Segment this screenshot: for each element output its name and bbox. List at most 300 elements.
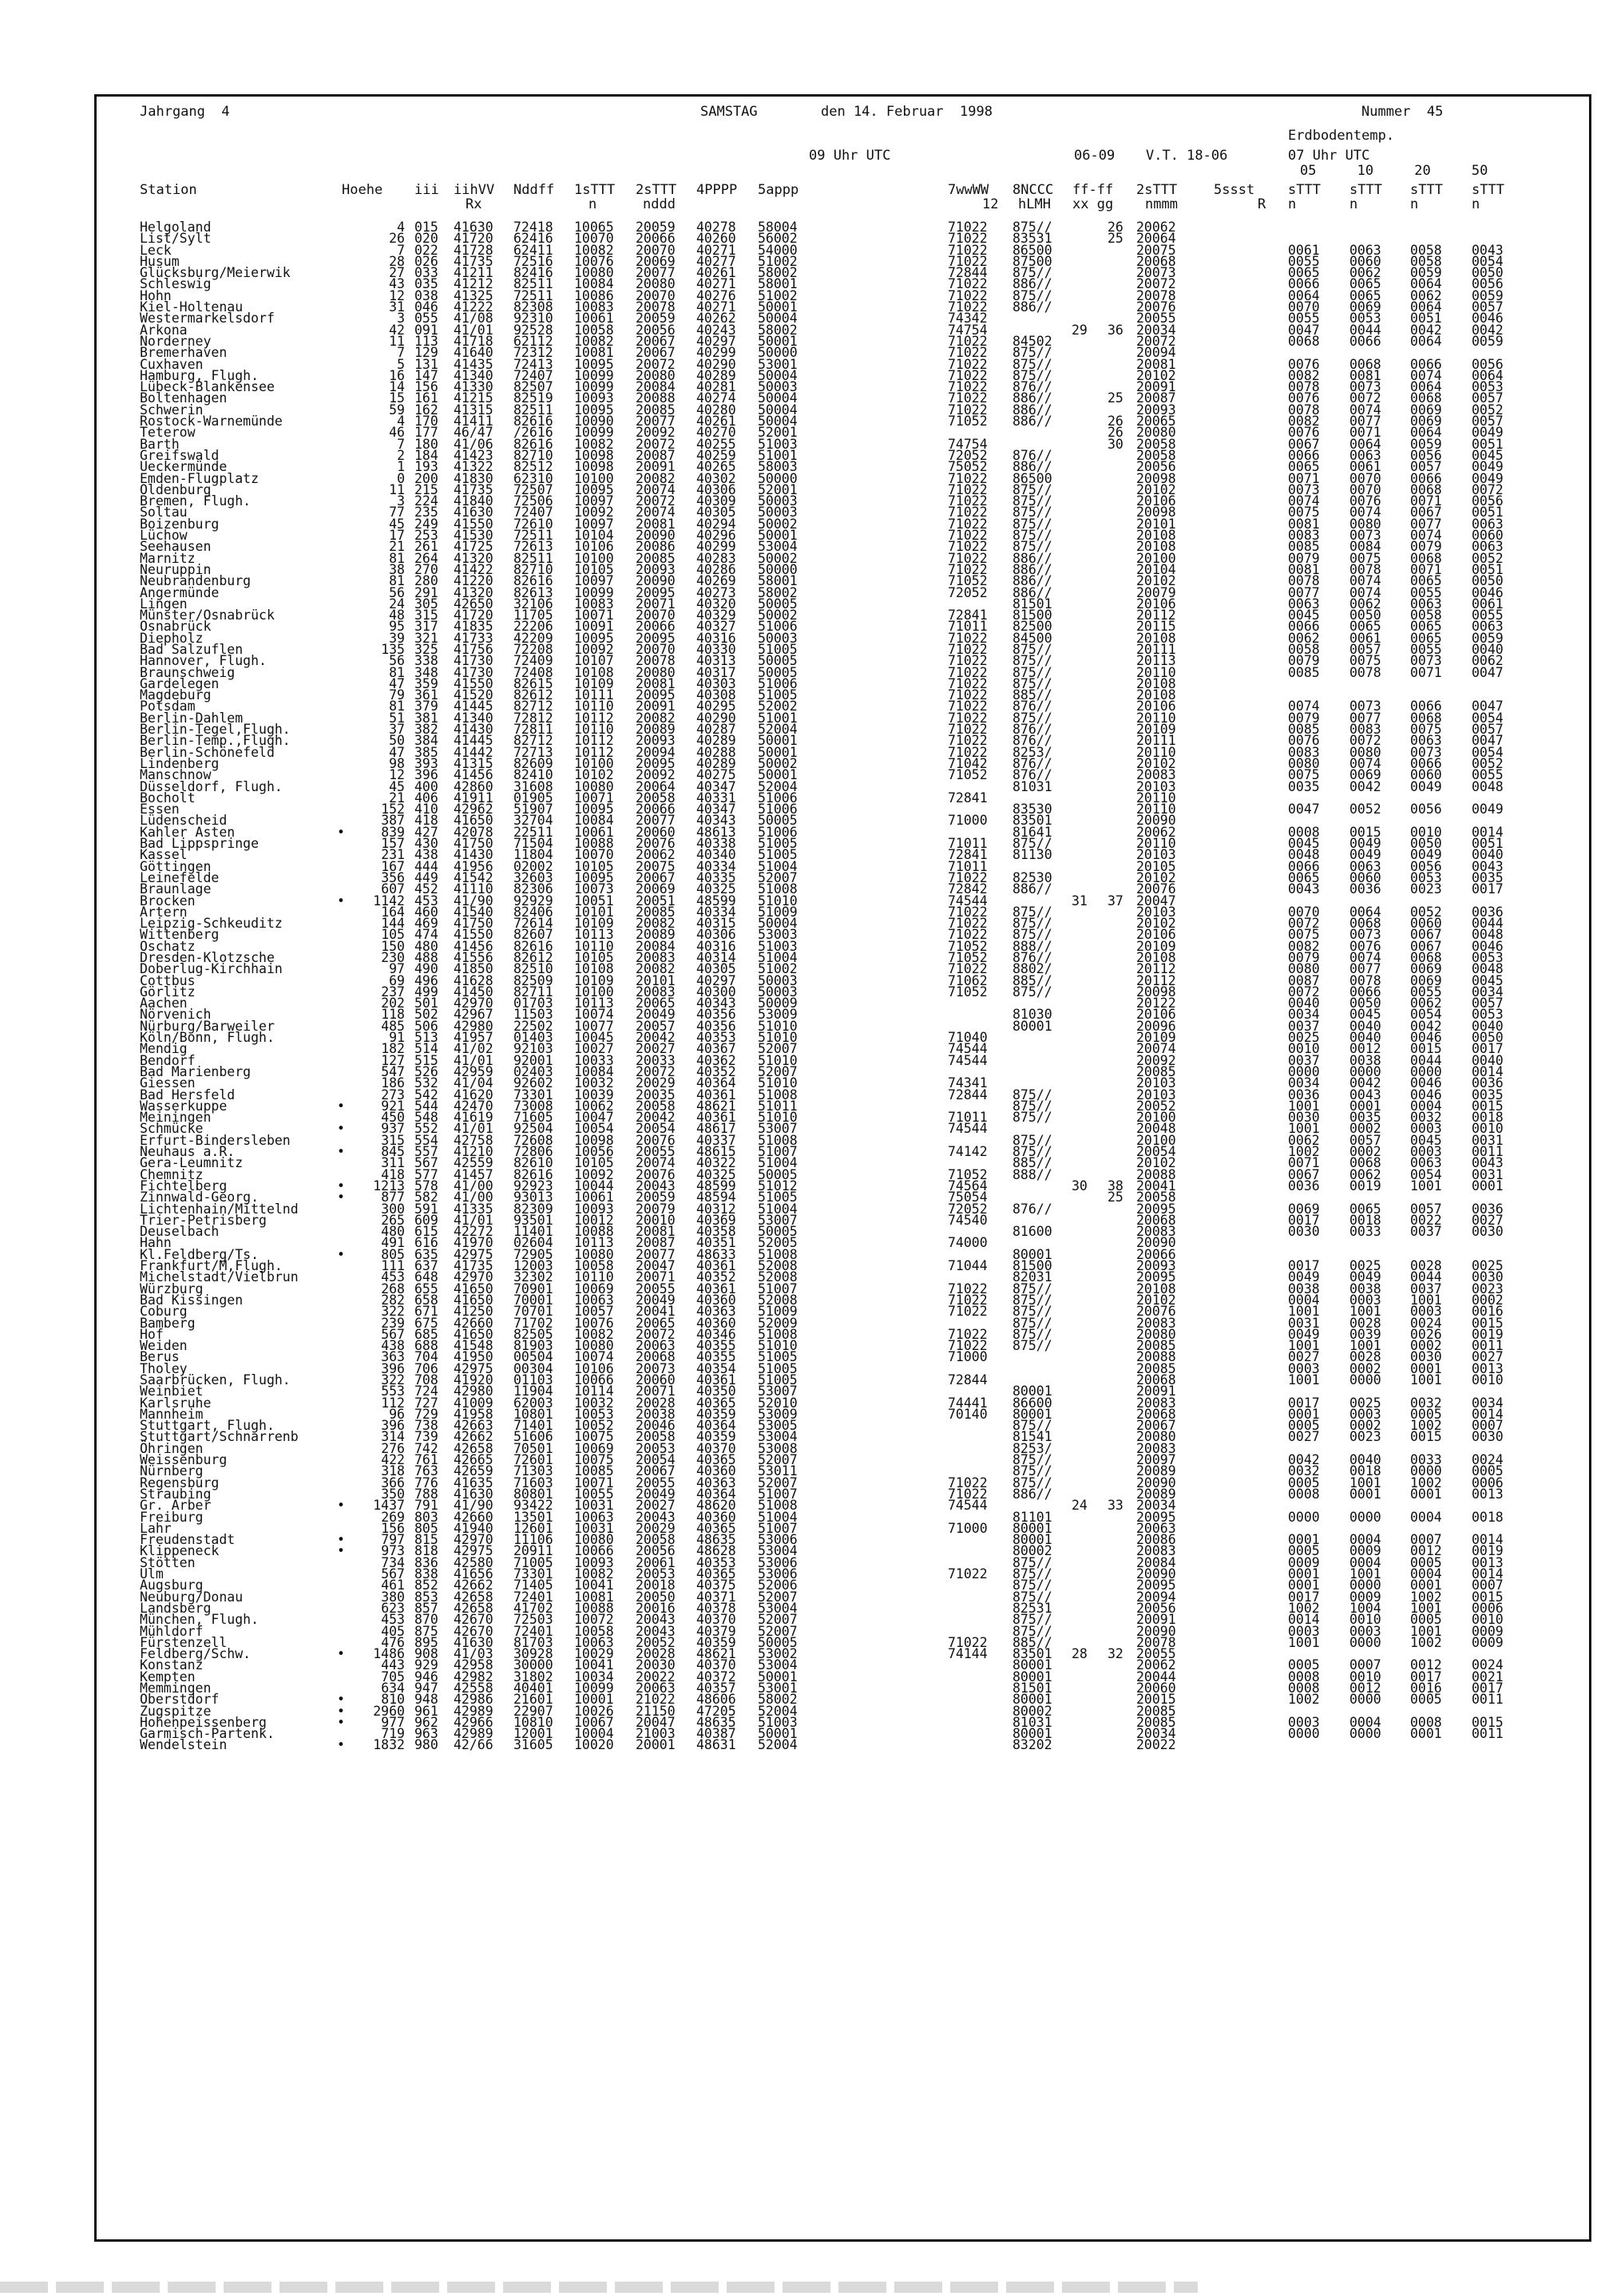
iii: 658 [414, 1292, 438, 1308]
iii: 542 [414, 1087, 438, 1102]
hoehe: 37 [389, 722, 405, 738]
iii: 948 [414, 1692, 438, 1708]
iihvv: 41550 [454, 675, 493, 691]
soil-05: 0079 [1288, 550, 1320, 566]
soil-50: 0017 [1472, 1680, 1504, 1696]
soil-50: 0060 [1472, 528, 1504, 544]
7wwww: 71022 [948, 481, 988, 497]
hoehe: 12 [389, 767, 405, 783]
iihvv: 42982 [454, 1669, 493, 1684]
5appp: 52007 [758, 1475, 798, 1490]
iii: 315 [414, 608, 438, 623]
2sttt: 20055 [636, 1475, 676, 1490]
iii: 836 [414, 1554, 438, 1570]
2sttt: 21003 [636, 1726, 676, 1742]
1sttt: 10075 [574, 1429, 614, 1445]
8nccc: 8802/ [1012, 961, 1052, 977]
2sttt-vt: 20102 [1136, 1155, 1176, 1171]
nddff: 72409 [513, 653, 553, 669]
soil-20: 0071 [1410, 664, 1442, 680]
2sttt-vt: 20111 [1136, 733, 1176, 749]
hoehe: 937 [381, 1121, 405, 1137]
iihvv: 41540 [454, 904, 493, 920]
soil-05: 1001 [1288, 1634, 1320, 1650]
soil-50: 0015 [1472, 1714, 1504, 1730]
hoehe: 547 [381, 1063, 405, 1079]
8nccc: 886// [1012, 584, 1052, 600]
iii: 496 [414, 972, 438, 988]
2sttt: 20083 [636, 950, 676, 965]
soil-50: 0010 [1472, 1372, 1504, 1387]
8nccc: 875// [1012, 1144, 1052, 1160]
iihvv: 41720 [454, 231, 493, 247]
nddff: 72905 [513, 1246, 553, 1262]
8nccc: 875// [1012, 1475, 1052, 1490]
2sttt-vt: 20088 [1136, 1349, 1176, 1365]
soil-10: 0068 [1349, 356, 1381, 372]
iii: 578 [414, 1178, 438, 1194]
iihvv: 41730 [454, 653, 493, 669]
iii: 393 [414, 755, 438, 771]
nddff: 62411 [513, 242, 553, 258]
table-row [140, 804, 1569, 815]
station-name: Bamberg [140, 1315, 196, 1331]
8nccc: 875// [1012, 836, 1052, 852]
xxgg-header: xx gg [1072, 196, 1114, 212]
nddff: 12003 [513, 1258, 553, 1274]
soil-50: 0055 [1472, 767, 1504, 783]
2sttt-vt: 20112 [1136, 961, 1176, 977]
iii: 193 [414, 459, 438, 475]
2sttt-vt: 20094 [1136, 345, 1176, 361]
2sttt: 20046 [636, 1418, 676, 1434]
hoehe-header: Hoehe [342, 182, 383, 198]
soil-10: 0060 [1349, 869, 1381, 885]
soil-20: 0026 [1410, 1326, 1442, 1342]
hoehe: 7 [397, 436, 405, 452]
4pppp: 40255 [696, 436, 736, 452]
nddff: 71504 [513, 836, 553, 852]
soil-10: 0040 [1349, 1030, 1381, 1046]
2sttt-vt: 20085 [1136, 1338, 1176, 1354]
soil-05: 0078 [1288, 573, 1320, 589]
5appp: 54000 [758, 242, 798, 258]
2sttt-vt: 20106 [1136, 1007, 1176, 1023]
soil-50: 0013 [1472, 1554, 1504, 1570]
2sttt: 20059 [636, 220, 676, 235]
soil-20: 0062 [1410, 996, 1442, 1011]
hoehe: 7 [397, 345, 405, 361]
8nccc: 875// [1012, 675, 1052, 691]
iii: 460 [414, 904, 438, 920]
5appp: 53009 [758, 1007, 798, 1023]
4pppp: 40365 [696, 1520, 736, 1536]
iii: 235 [414, 505, 438, 521]
2sttt-vt: 20054 [1136, 1144, 1176, 1160]
soil-10: 0044 [1349, 322, 1381, 338]
5appp: 51005 [758, 1372, 798, 1387]
iihvv: 42658 [454, 1440, 493, 1456]
soil-20: 0066 [1410, 356, 1442, 372]
2sttt-vt: 20068 [1136, 1406, 1176, 1422]
iii: 635 [414, 1246, 438, 1262]
hoehe: 366 [381, 1475, 405, 1490]
4pppp: 40331 [696, 790, 736, 806]
4pppp: 47205 [696, 1703, 736, 1719]
2sttt: 20090 [636, 528, 676, 544]
soil-10: 0074 [1349, 755, 1381, 771]
soil-50: 0059 [1472, 630, 1504, 646]
soil-05: 0080 [1288, 961, 1320, 977]
2sttt: 20085 [636, 904, 676, 920]
station-name: Nürnberg [140, 1463, 204, 1479]
soil-05: 0085 [1288, 664, 1320, 680]
station-name: Potsdam [140, 699, 196, 715]
hoehe: 422 [381, 1452, 405, 1468]
hoehe: 39 [389, 630, 405, 646]
1sttt: 10058 [574, 1623, 614, 1639]
soil-05: 0078 [1288, 402, 1320, 418]
soil-05: 0027 [1288, 1429, 1320, 1445]
hoehe: 318 [381, 1463, 405, 1479]
soil-50: 0049 [1472, 470, 1504, 486]
soil-10: 0018 [1349, 1463, 1381, 1479]
7wwww: 74544 [948, 1041, 988, 1057]
2sttt: 20101 [636, 972, 676, 988]
ff-b: 26 [1108, 220, 1123, 235]
station-name: Lingen [140, 596, 188, 612]
5appp: 51007 [758, 1281, 798, 1296]
nddff: 73301 [513, 1087, 553, 1102]
iii: 499 [414, 984, 438, 1000]
4pppp: 40269 [696, 573, 736, 589]
soil-05: 0071 [1288, 1155, 1320, 1171]
1sttt: 10092 [574, 641, 614, 657]
soil-10: 0073 [1349, 699, 1381, 715]
station-name: Stuttgart, Flugh. [140, 1418, 275, 1434]
iii: 803 [414, 1509, 438, 1525]
soil-20: 1001 [1410, 1292, 1442, 1308]
soil-50: 0023 [1472, 1281, 1504, 1296]
7wwww: 75052 [948, 459, 988, 475]
soil-05: 0001 [1288, 1578, 1320, 1593]
5appp: 56002 [758, 231, 798, 247]
soil-20: 0065 [1410, 619, 1442, 635]
7wwww: 71042 [948, 755, 988, 771]
4pppp: 40361 [696, 1110, 736, 1126]
1sttt: 10106 [574, 1360, 614, 1376]
8nccc: 875// [1012, 220, 1052, 235]
2sttt-vt: 20034 [1136, 1726, 1176, 1742]
2sttt: 20068 [636, 1349, 676, 1365]
soil-10: 0064 [1349, 436, 1381, 452]
2sttt-vt: 20066 [1136, 1246, 1176, 1262]
2sttt: 20065 [636, 1315, 676, 1331]
4pppp: 40289 [696, 367, 736, 383]
iii: 577 [414, 1166, 438, 1182]
iii: 384 [414, 733, 438, 749]
5appp: 51007 [758, 1486, 798, 1502]
scan-artifact-bar [0, 2282, 1198, 2293]
2sttt: 20049 [636, 1486, 676, 1502]
1sttt: 10031 [574, 1520, 614, 1536]
num12-header: 12 [982, 196, 999, 212]
8nccc: 886// [1012, 414, 1052, 430]
nddff: 01403 [513, 1030, 553, 1046]
hoehe: 3 [397, 493, 405, 509]
8nccc-header: 8NCCC [1012, 182, 1054, 198]
soil-10: 1001 [1349, 1338, 1381, 1354]
iii: 870 [414, 1612, 438, 1628]
5appp: 51005 [758, 687, 798, 703]
soil-10: 0074 [1349, 573, 1381, 589]
7wwww: 71022 [948, 904, 988, 920]
station-name: Schmücke [140, 1121, 204, 1137]
4pppp: 40361 [696, 1281, 736, 1296]
soil-05: 0042 [1288, 1452, 1320, 1468]
2sttt: 20049 [636, 1007, 676, 1023]
nddff: 82712 [513, 699, 553, 715]
iihvv: 41/01 [454, 322, 493, 338]
station-name: Augsburg [140, 1578, 204, 1593]
iihvv: 41/03 [454, 1646, 493, 1662]
soil-20: 0004 [1410, 1509, 1442, 1525]
iii: 761 [414, 1452, 438, 1468]
1sttt: 10093 [574, 390, 614, 406]
8nccc: 875// [1012, 1281, 1052, 1296]
soil-05: 0072 [1288, 984, 1320, 1000]
5appp: 50000 [758, 561, 798, 577]
soil-05: 0070 [1288, 299, 1320, 315]
4pppp-header: 4PPPP [696, 182, 738, 198]
2sttt-vt: 20103 [1136, 904, 1176, 920]
1sttt: 10097 [574, 573, 614, 589]
7wwww: 71022 [948, 722, 988, 738]
soil-10: 0025 [1349, 1258, 1381, 1274]
5appp: 51010 [758, 1052, 798, 1068]
soil-20: 0056 [1410, 447, 1442, 463]
soil-05: 0066 [1288, 447, 1320, 463]
2sttt-vt: 20097 [1136, 1452, 1176, 1468]
8nccc: 82531 [1012, 1600, 1052, 1616]
4pppp: 40299 [696, 539, 736, 555]
iii: 554 [414, 1132, 438, 1148]
soil-05: 1001 [1288, 1372, 1320, 1387]
7wwww: 71022 [948, 1475, 988, 1490]
nddff: 72601 [513, 1452, 553, 1468]
soil-50: 0057 [1472, 390, 1504, 406]
soil-05: 0005 [1288, 1475, 1320, 1490]
hoehe: 734 [381, 1554, 405, 1570]
iii: 338 [414, 653, 438, 669]
station-name: Bendorf [140, 1052, 196, 1068]
mountain-marker: • [337, 1646, 345, 1662]
nddff: 72401 [513, 1589, 553, 1605]
4pppp: 40361 [696, 1372, 736, 1387]
7wwww: 71052 [948, 938, 988, 954]
8nccc: 80002 [1012, 1703, 1052, 1719]
1sttt: 10074 [574, 1007, 614, 1023]
4pppp: 48594 [696, 1190, 736, 1205]
soil-20: 0074 [1410, 528, 1442, 544]
n-20-header: n [1410, 196, 1419, 212]
nddff: 82609 [513, 755, 553, 771]
7wwww: 71000 [948, 1349, 988, 1365]
2sttt: 20072 [636, 1326, 676, 1342]
soil-50: 0024 [1472, 1657, 1504, 1673]
station-name: Essen [140, 802, 180, 817]
iihvv: 41635 [454, 1475, 493, 1490]
nddff: 11705 [513, 608, 553, 623]
station-name: Klippeneck [140, 1543, 220, 1559]
iihvv: 41/01 [454, 1121, 493, 1137]
hoehe: 56 [389, 653, 405, 669]
soil-10: 0069 [1349, 767, 1381, 783]
4pppp: 40387 [696, 1726, 736, 1742]
2sttt-vt: 20073 [1136, 265, 1176, 281]
soil-50: 0053 [1472, 950, 1504, 965]
7wwww: 71022 [948, 287, 988, 303]
station-name: Ulm [140, 1566, 164, 1582]
soil-10: 0075 [1349, 550, 1381, 566]
nddff: 82406 [513, 904, 553, 920]
hoehe: 2 [397, 447, 405, 463]
1sttt: 10111 [574, 687, 614, 703]
4pppp: 40271 [696, 299, 736, 315]
2sttt: 20058 [636, 1098, 676, 1114]
4pppp: 40281 [696, 379, 736, 395]
soil-05: 0068 [1288, 333, 1320, 349]
soil-50: 0049 [1472, 425, 1504, 441]
iii: 513 [414, 1030, 438, 1046]
5appp: 51002 [758, 961, 798, 977]
2sttt-header: 2sTTT [636, 182, 677, 198]
2sttt-vt: 20083 [1136, 1315, 1176, 1331]
1sttt: 10093 [574, 1554, 614, 1570]
2sttt: 20094 [636, 744, 676, 760]
4pppp: 40361 [696, 1087, 736, 1102]
soil-10: 0000 [1349, 1372, 1381, 1387]
soil-10: 0045 [1349, 1007, 1381, 1023]
4pppp: 40297 [696, 333, 736, 349]
iihvv: 41640 [454, 345, 493, 361]
soil-20: 0064 [1410, 425, 1442, 441]
nddff: 82610 [513, 1155, 553, 1171]
soil-10: 0002 [1349, 1144, 1381, 1160]
iii: 156 [414, 379, 438, 395]
hoehe: 7 [397, 242, 405, 258]
soil-20: 0071 [1410, 493, 1442, 509]
nddff: 82505 [513, 1326, 553, 1342]
hoehe: 461 [381, 1578, 405, 1593]
soil-20: 0015 [1410, 1429, 1442, 1445]
soil-20: 0003 [1410, 1121, 1442, 1137]
4pppp: 40365 [696, 1452, 736, 1468]
5appp: 50003 [758, 379, 798, 395]
8nccc: 876// [1012, 722, 1052, 738]
iii: 857 [414, 1600, 438, 1616]
1sttt: 10085 [574, 1463, 614, 1479]
1sttt: 10105 [574, 858, 614, 874]
2sttt: 20081 [636, 675, 676, 691]
2sttt: 20077 [636, 813, 676, 829]
station-name: Stötten [140, 1554, 196, 1570]
soil-50: 0059 [1472, 333, 1504, 349]
8nccc: 8253/ [1012, 744, 1052, 760]
2sttt: 20070 [636, 287, 676, 303]
5appp: 52007 [758, 1063, 798, 1079]
nddff: 72511 [513, 287, 553, 303]
nddff: 42209 [513, 630, 553, 646]
nddff: 51907 [513, 802, 553, 817]
nddff: 82616 [513, 573, 553, 589]
soil-50: 0052 [1472, 402, 1504, 418]
2sttt: 20038 [636, 1406, 676, 1422]
4pppp: 40357 [696, 1680, 736, 1696]
hoehe: 16 [389, 367, 405, 383]
8nccc: 875// [1012, 516, 1052, 532]
soil-10: 0049 [1349, 1269, 1381, 1285]
soil-05: 1002 [1288, 1144, 1320, 1160]
4pppp: 48631 [696, 1737, 736, 1753]
nddff: 72506 [513, 493, 553, 509]
2sttt: 20093 [636, 733, 676, 749]
jahrgang: Jahrgang 4 [140, 104, 230, 120]
8nccc: 875// [1012, 710, 1052, 726]
soil-05: 0017 [1288, 1212, 1320, 1228]
soil-05: 0082 [1288, 938, 1320, 954]
soil-10: 0033 [1349, 1224, 1381, 1240]
2sttt-vt: 20095 [1136, 1201, 1176, 1217]
hoehe: 567 [381, 1326, 405, 1342]
iihvv: 41620 [454, 1087, 493, 1102]
hoehe: 322 [381, 1372, 405, 1387]
iihvv: 41/00 [454, 1178, 493, 1194]
iii: 853 [414, 1589, 438, 1605]
soil-50: 0015 [1472, 1589, 1504, 1605]
iihvv: 42758 [454, 1132, 493, 1148]
iii: 961 [414, 1703, 438, 1719]
soil-50: 0005 [1472, 1463, 1504, 1479]
4pppp: 40338 [696, 836, 736, 852]
iihvv-header: iihVV [454, 182, 495, 198]
station-name: Lüdenscheid [140, 813, 228, 829]
station-name: Bad Marienberg [140, 1063, 252, 1079]
2sttt-vt: 20089 [1136, 1486, 1176, 1502]
1sttt: 10062 [574, 1098, 614, 1114]
soil-10: 0061 [1349, 459, 1381, 475]
4pppp: 48599 [696, 893, 736, 909]
soil-10: 0023 [1349, 1429, 1381, 1445]
soil-50: 0014 [1472, 1566, 1504, 1582]
4pppp: 40317 [696, 664, 736, 680]
1sttt: 10033 [574, 1052, 614, 1068]
iihvv: 42958 [454, 1657, 493, 1673]
1sttt: 10041 [574, 1578, 614, 1593]
soil-10: 0050 [1349, 608, 1381, 623]
iii: 180 [414, 436, 438, 452]
soil-10: 0073 [1349, 379, 1381, 395]
4pppp: 40359 [696, 1406, 736, 1422]
7wwww: 71022 [948, 710, 988, 726]
iihvv: 42/66 [454, 1737, 493, 1753]
nddff: 82711 [513, 984, 553, 1000]
5appp: 53004 [758, 1543, 798, 1559]
4pppp: 40356 [696, 1007, 736, 1023]
soil-05: 0037 [1288, 1052, 1320, 1068]
5appp: 53009 [758, 1406, 798, 1422]
station-name: Teterow [140, 425, 196, 441]
